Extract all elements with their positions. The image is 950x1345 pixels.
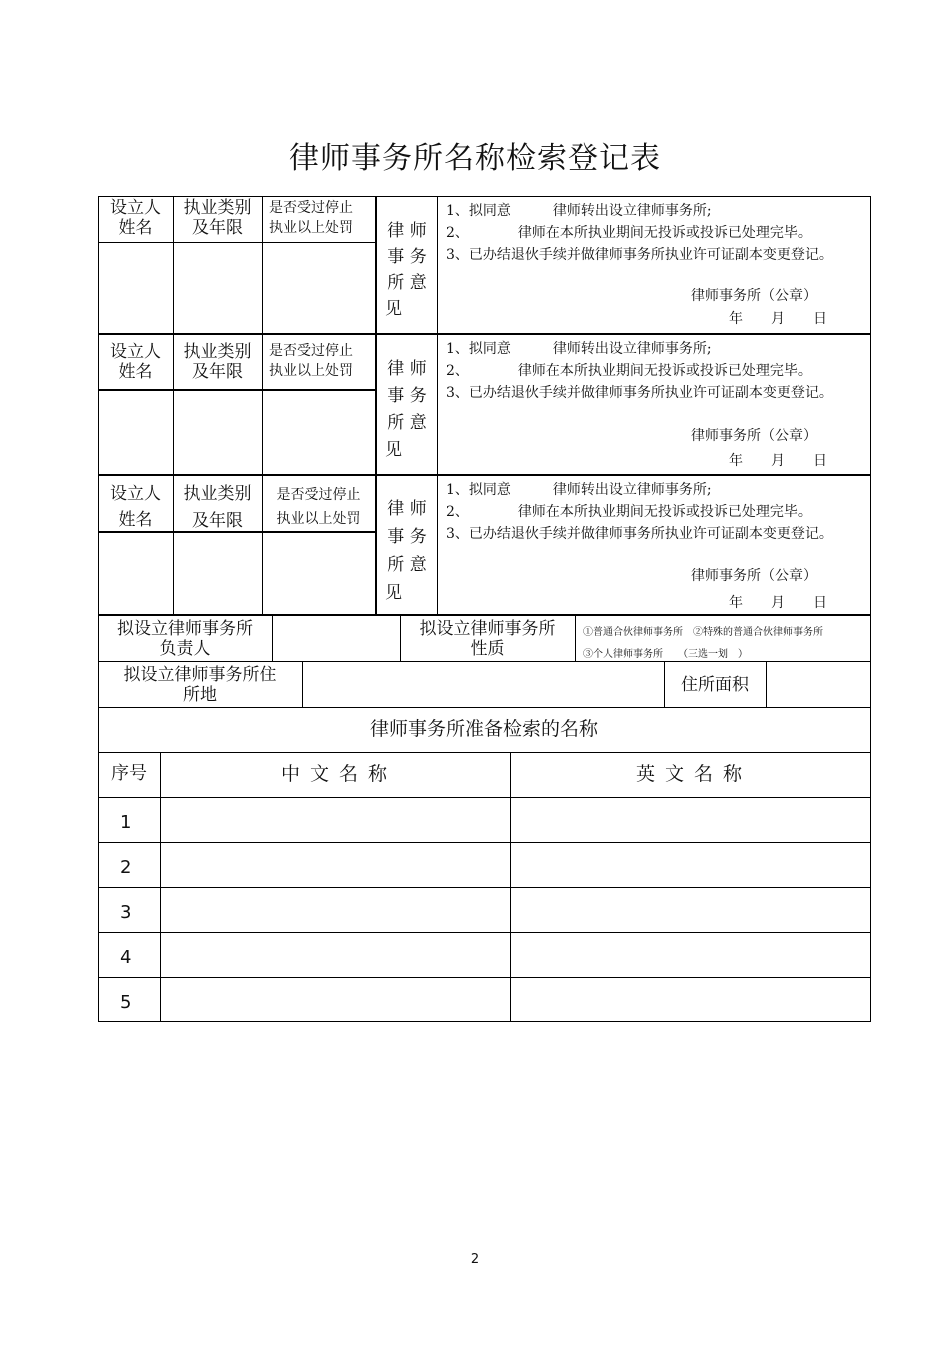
opinion-text: 1、拟同意 律师转出设立律师事务所; 2、 律师在本所执业期间无投诉或投诉已处理完毕。 3、已办结退伙手续并做律师事务所执业许可证副本变更登记。 [446, 482, 833, 542]
firm-nature-options: ①普通合伙律师事务所 ②特殊的普通合伙律师事务所 ③个人律师事务所 （三选一划 ） [583, 627, 823, 660]
row-number: 4 [120, 947, 132, 968]
opinion-label: 律 师 事 务 所 意 见 [385, 359, 427, 460]
row-number: 1 [120, 812, 132, 833]
header-practice-type: 执业类别 及年限 [183, 342, 252, 383]
column-seq: 序号 [111, 763, 147, 784]
header-practice-type: 执业类别 及年限 [183, 198, 252, 239]
header-founder-name: 设立人 姓名 [110, 342, 161, 383]
names-heading: 律师事务所准备检索的名称 [369, 718, 598, 740]
row-number: 2 [120, 857, 132, 878]
firm-nature-label: 拟设立律师事务所 性质 [419, 619, 556, 660]
header-penalty: 是否受过停止 执业以上处罚 [269, 343, 353, 379]
opinion-label: 律 师 事 务 所 意 见 [385, 221, 427, 319]
header-founder-name: 设立人 姓名 [110, 198, 161, 239]
seal-label: 律师事务所（公章） [691, 288, 817, 304]
seal-label: 律师事务所（公章） [691, 428, 817, 444]
header-penalty: 是否受过停止 执业以上处罚 [269, 200, 353, 236]
opinion-label: 律 师 事 务 所 意 见 [385, 499, 427, 603]
date-label: 年 月 日 [729, 595, 827, 611]
form-title: 律师事务所名称检索登记表 [289, 141, 661, 176]
area-label: 住所面积 [681, 675, 749, 695]
column-english-name: 英 文 名 称 [635, 763, 745, 785]
opinion-text: 1、拟同意 律师转出设立律师事务所; 2、 律师在本所执业期间无投诉或投诉已处理完毕。 3、已办结退伙手续并做律师事务所执业许可证副本变更登记。 [446, 203, 833, 263]
header-practice-type: 执业类别 及年限 [183, 484, 252, 531]
row-number: 3 [120, 902, 132, 923]
date-label: 年 月 日 [729, 311, 827, 327]
page-number: 2 [470, 1252, 480, 1267]
responsible-person-label: 拟设立律师事务所 负责人 [117, 619, 253, 660]
header-founder-name: 设立人 姓名 [110, 484, 161, 530]
row-number: 5 [120, 992, 132, 1013]
seal-label: 律师事务所（公章） [691, 568, 817, 584]
header-penalty: 是否受过停止 执业以上处罚 [276, 487, 361, 527]
date-label: 年 月 日 [729, 453, 827, 469]
column-chinese-name: 中 文 名 称 [280, 763, 390, 785]
opinion-text: 1、拟同意 律师转出设立律师事务所; 2、 律师在本所执业期间无投诉或投诉已处理完毕。 3、已办结退伙手续并做律师事务所执业许可证副本变更登记。 [446, 341, 833, 401]
address-label: 拟设立律师事务所住 所地 [123, 665, 277, 706]
